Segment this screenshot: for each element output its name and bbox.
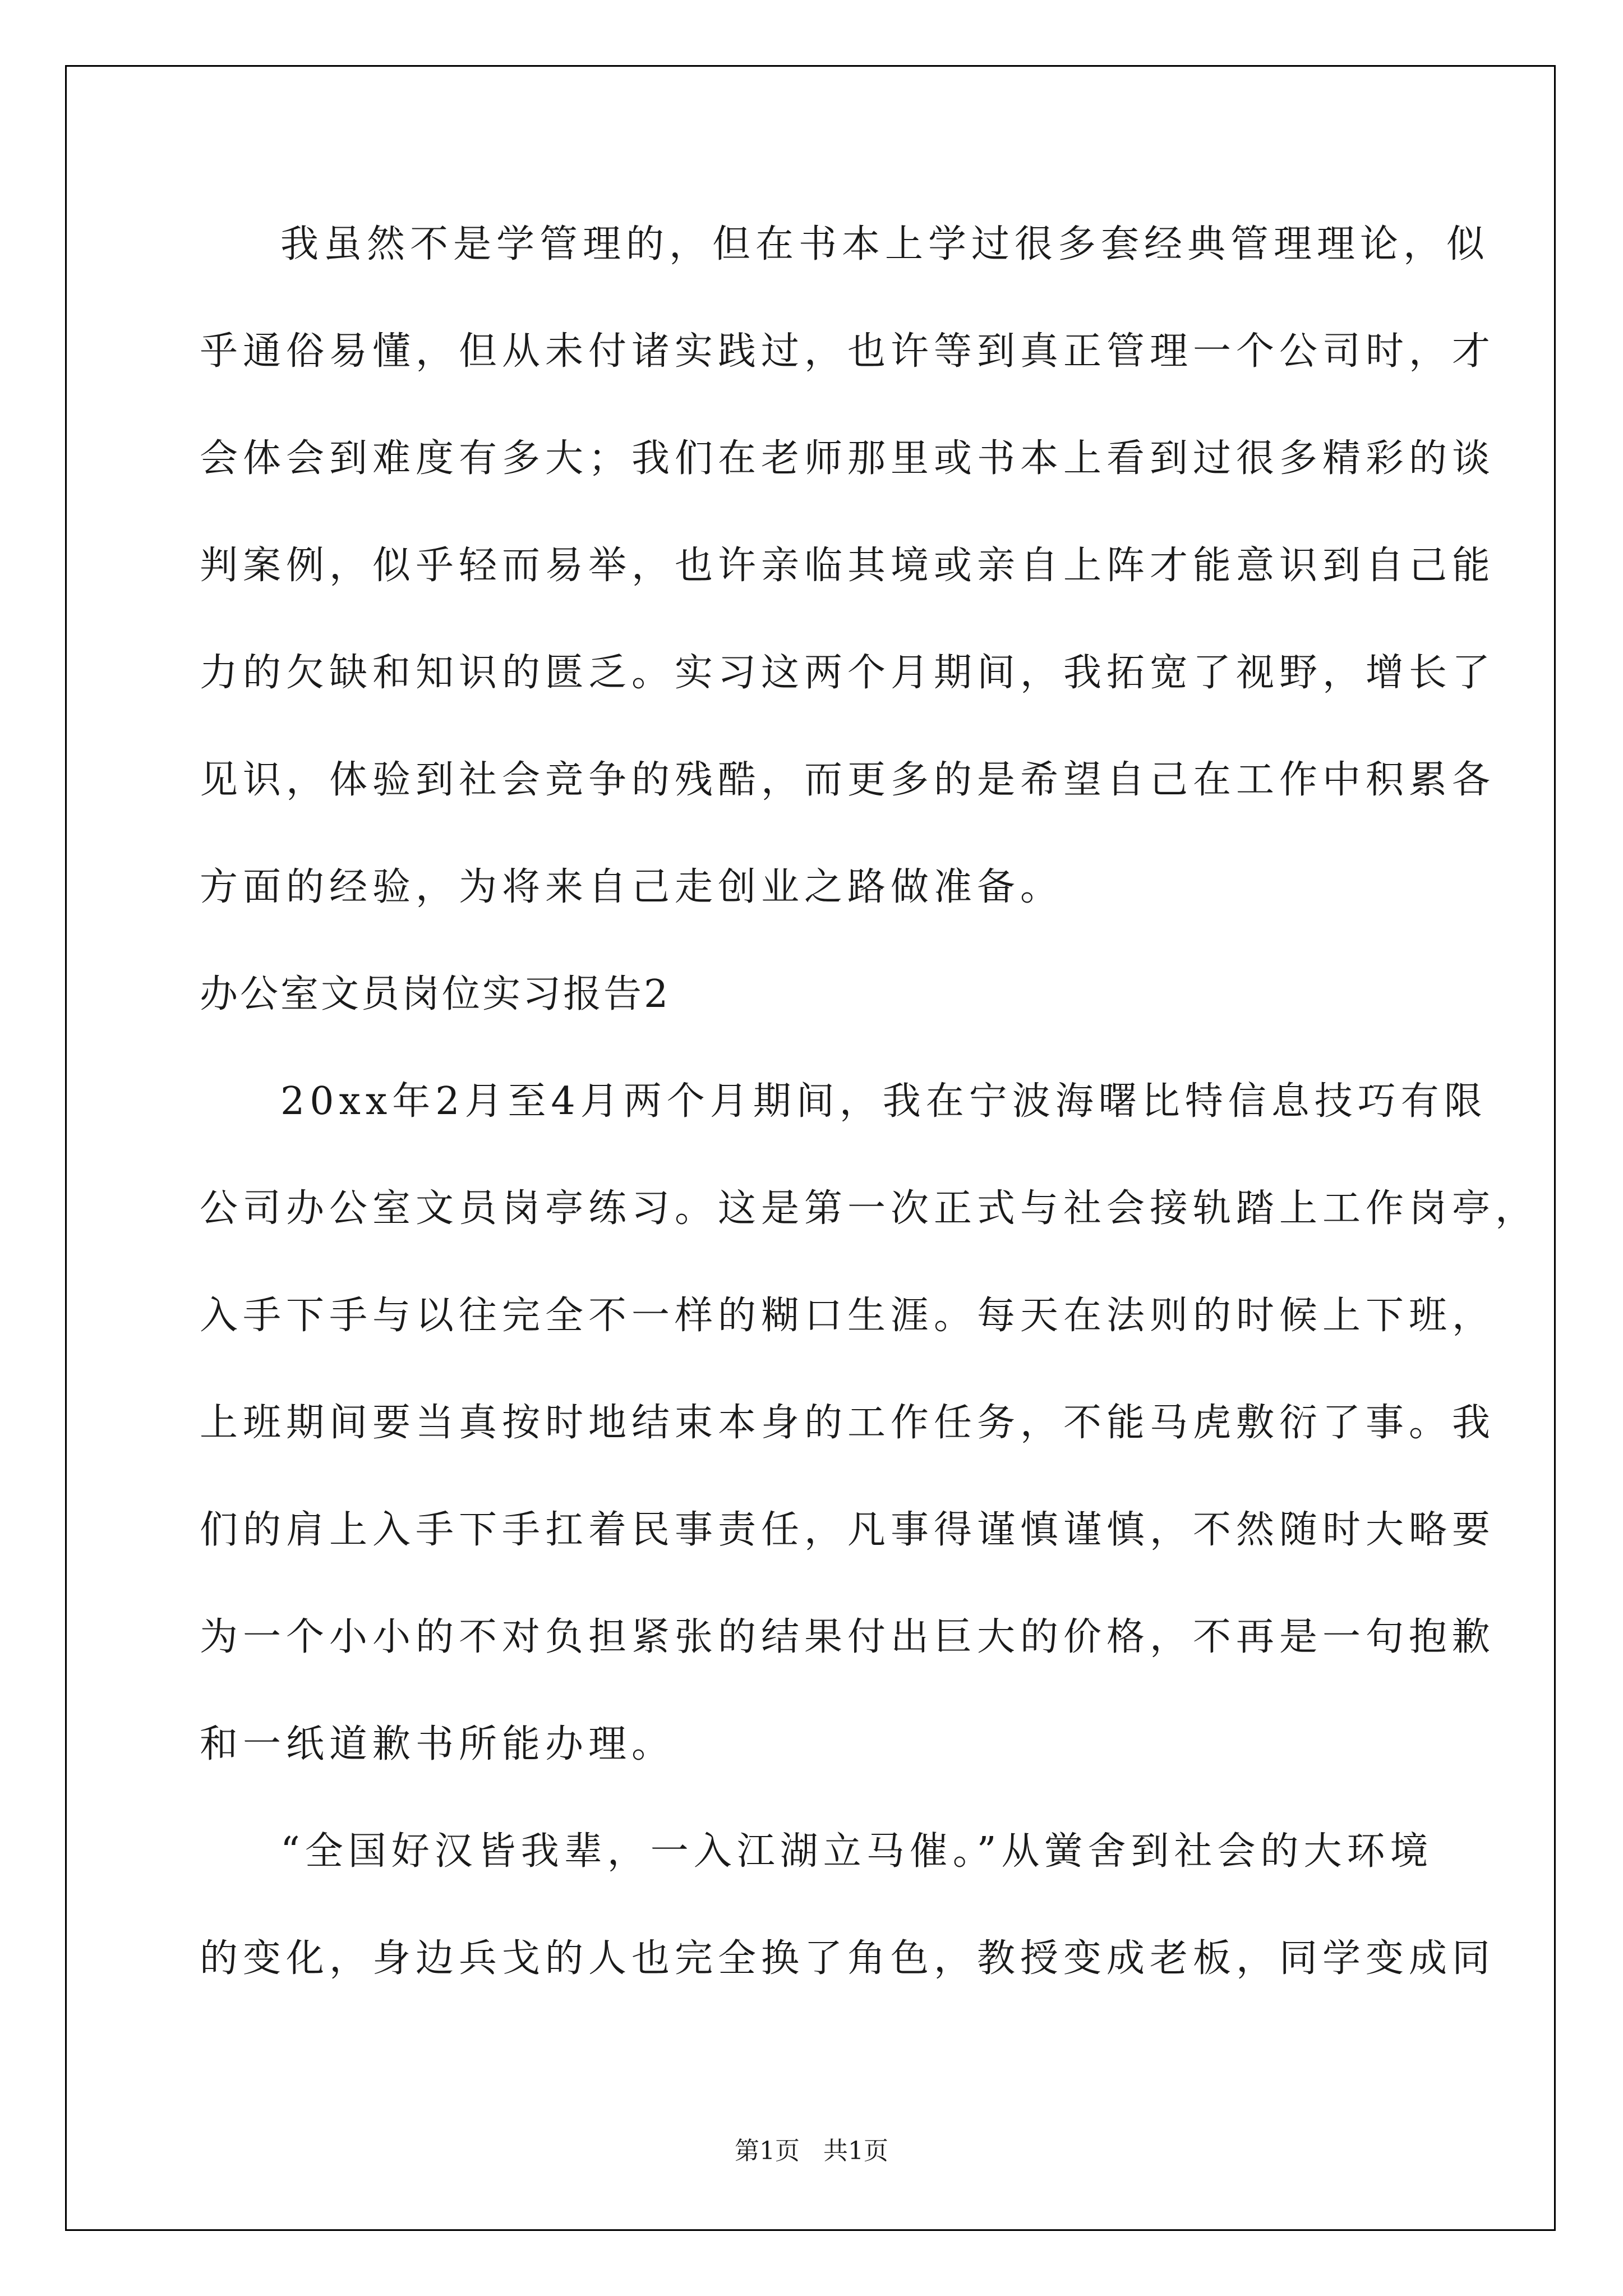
text-line: “全国好汉皆我辈，一入江湖立马催。”从黉舍到社会的大环境 — [280, 1829, 1433, 1874]
text-line: 上班期间要当真按时地结束本身的工作任务，不能马虎敷衍了事。我 — [200, 1401, 1496, 1445]
text-line: 20xx年2月至4月两个月期间，我在宁波海曙比特信息技巧有限 — [280, 1079, 1487, 1124]
text-line: 判案例，似乎轻而易举，也许亲临其境或亲自上阵才能意识到自己能 — [200, 544, 1496, 588]
text-line: 会体会到难度有多大；我们在老师那里或书本上看到过很多精彩的谈 — [200, 436, 1496, 481]
page-total: 共1页 — [823, 2137, 888, 2165]
document-body — [200, 211, 1539, 2032]
section-heading: 办公室文员岗位实习报告2 — [200, 972, 671, 1016]
text-line: 为一个小小的不对负担紧张的结果付出巨大的价格，不再是一句抱歉 — [200, 1615, 1496, 1659]
text-line: 和一纸道歉书所能办理。 — [200, 1722, 675, 1766]
text-line: 公司办公室文员岗亭练习。这是第一次正式与社会接轨踏上工作岗亭， — [200, 1186, 1539, 1231]
page-number: 第1页 — [735, 2137, 800, 2165]
page-footer — [0, 2134, 1623, 2168]
text-line: 方面的经验，为将来自己走创业之路做准备。 — [200, 865, 1064, 909]
text-line: 乎通俗易懂，但从未付诸实践过，也许等到真正管理一个公司时，才 — [200, 329, 1496, 374]
text-line: 入手下手与以往完全不一样的糊口生涯。每天在法则的时候上下班， — [200, 1294, 1496, 1338]
paragraph-1 — [200, 211, 1496, 961]
text-line: 我虽然不是学管理的，但在书本上学过很多套经典管理理论，似 — [280, 222, 1490, 266]
text-line: 见识，体验到社会竞争的残酷，而更多的是希望自己在工作中积累各 — [200, 758, 1496, 802]
paragraph-2 — [200, 1068, 1539, 1818]
paragraph-3 — [200, 1818, 1496, 2032]
text-line: 们的肩上入手下手扛着民事责任，凡事得谨慎谨慎，不然随时大略要 — [200, 1508, 1496, 1552]
text-line: 力的欠缺和知识的匮乏。实习这两个月期间，我拓宽了视野，增长了 — [200, 651, 1496, 695]
text-line: 的变化，身边兵戈的人也完全换了角色，教授变成老板，同学变成同 — [200, 1936, 1496, 1981]
